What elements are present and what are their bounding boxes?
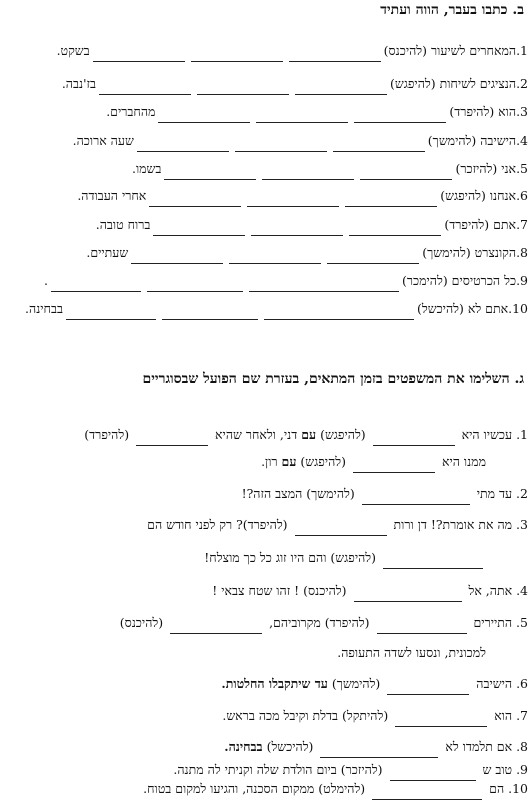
b-item-number: 3. bbox=[516, 104, 528, 119]
answer-blank[interactable] bbox=[395, 714, 487, 727]
b-item-row bbox=[4, 298, 528, 320]
answer-blank[interactable] bbox=[147, 279, 243, 292]
b-item-tail: בבחינה. bbox=[25, 301, 63, 316]
c-text: (להיפרד) bbox=[84, 427, 130, 442]
b-item-row bbox=[4, 73, 528, 95]
c-text: 7. הוא bbox=[494, 708, 528, 723]
section-b-title: ב. כתבו בעבר, הווה ועתיד bbox=[380, 2, 524, 18]
answer-blank[interactable] bbox=[295, 82, 387, 95]
answer-blank[interactable] bbox=[387, 682, 469, 695]
b-item-verb: אתם לא (להיכשל) bbox=[417, 301, 509, 316]
c-text: 4. אתה, אל bbox=[468, 583, 528, 598]
b-item-tail: שעתיים. bbox=[86, 245, 129, 260]
b-item-tail: שעה ארוכה. bbox=[72, 133, 134, 148]
answer-blank[interactable] bbox=[162, 307, 258, 320]
answer-blank[interactable] bbox=[158, 110, 250, 123]
c-text-bold: עם bbox=[301, 427, 317, 442]
answer-blank[interactable] bbox=[235, 139, 327, 152]
answer-blank[interactable] bbox=[136, 433, 208, 446]
c-text: (להיכשל) bbox=[266, 739, 314, 754]
answer-blank[interactable] bbox=[373, 433, 455, 446]
b-item-verb: כל הכרטיסים (להימכר) bbox=[401, 273, 517, 288]
answer-blank[interactable] bbox=[251, 223, 343, 236]
c-line-6 bbox=[4, 673, 528, 695]
b-item-tail: אחרי העבודה. bbox=[77, 188, 147, 203]
answer-blank[interactable] bbox=[99, 82, 191, 95]
c-text: דני, ולאחר שהיא bbox=[215, 427, 298, 442]
b-item-verb: אני (להיזכר) bbox=[455, 161, 517, 176]
c-text: (להיכנס) bbox=[119, 615, 164, 630]
c-line-2 bbox=[4, 483, 528, 505]
c-line-1 bbox=[4, 424, 528, 446]
answer-blank[interactable] bbox=[149, 194, 241, 207]
c-line-10 bbox=[4, 778, 528, 800]
b-item-verb: הוא (להיפרד) bbox=[449, 104, 517, 119]
c-text: 8. אם תלמדו לא bbox=[445, 739, 528, 754]
answer-blank[interactable] bbox=[349, 223, 441, 236]
c-text-bold: עד שיתקבלו החלטות. bbox=[221, 676, 328, 691]
b-item-row bbox=[4, 158, 528, 180]
c-text: 6. הישיבה bbox=[476, 676, 528, 691]
c-text: (להיזכר) ביום הולדת שלה וקניתי לה מתנה. bbox=[173, 762, 383, 777]
c-text: (להימלט) ממקום הסכנה, והגיעו למקום בטוח. bbox=[143, 781, 366, 796]
answer-blank[interactable] bbox=[360, 167, 452, 180]
c-text: ממנו היא bbox=[441, 454, 486, 469]
b-item-tail: ברוח טובה. bbox=[95, 217, 151, 232]
b-item-verb: הקונצרט (להימשך) bbox=[422, 245, 517, 260]
b-item-row bbox=[4, 214, 528, 236]
answer-blank[interactable] bbox=[295, 523, 387, 536]
c-line-4 bbox=[4, 580, 528, 602]
c-text: (להימשך) המצב הזה?! bbox=[241, 486, 355, 501]
b-item-tail: בז'נבה. bbox=[61, 76, 97, 91]
c-line-7 bbox=[4, 705, 528, 727]
c-text: (להיפרד)? רק לפני חודש הם bbox=[147, 517, 288, 532]
c-text-bold: עם bbox=[281, 454, 297, 469]
answer-blank[interactable] bbox=[191, 49, 283, 62]
answer-blank[interactable] bbox=[131, 251, 223, 264]
c-text: 10. הם bbox=[489, 781, 528, 796]
answer-blank[interactable] bbox=[137, 139, 229, 152]
b-item-tail: בשקט. bbox=[56, 43, 90, 58]
section-c-title: ג. השלימו את המשפטים בזמן המתאים, בעזרת שם הפועל שבסוגריים bbox=[142, 371, 524, 387]
c-text: 3. מה את אומרת?! דן ורות bbox=[393, 517, 528, 532]
c-text: (להיפגש) והם היו זוג כל כך מוצלח! bbox=[204, 550, 377, 565]
b-item-number: 7. bbox=[516, 217, 528, 232]
b-item-number: 6. bbox=[516, 188, 528, 203]
b-item-number: 10. bbox=[508, 301, 528, 316]
b-item-number: 1. bbox=[516, 43, 528, 58]
answer-blank[interactable] bbox=[289, 49, 381, 62]
c-text: (להיכנס) ! זהו שטח צבאי ! bbox=[212, 583, 347, 598]
c-text: למכונית, ונסעו לשדה התעופה. bbox=[337, 645, 486, 660]
c-text: (להיפרד) מקרוביהם, bbox=[269, 615, 370, 630]
answer-blank[interactable] bbox=[51, 279, 141, 292]
answer-blank[interactable] bbox=[333, 139, 425, 152]
b-item-verb: הישיבה (להימשך) bbox=[427, 133, 517, 148]
c-text: (להיתקל) בדלת וקיבל מכה בראש. bbox=[222, 708, 389, 723]
answer-blank[interactable] bbox=[354, 110, 446, 123]
answer-blank[interactable] bbox=[320, 745, 438, 758]
b-item-number: 9. bbox=[516, 273, 528, 288]
b-item-verb: המאחרים לשיעור (להיכנס) bbox=[383, 43, 517, 58]
c-line-3b bbox=[0, 547, 528, 569]
b-item-verb: הנציגים לשיחות (להיפגש) bbox=[390, 76, 517, 91]
c-text-bold: בבחינה. bbox=[224, 739, 263, 754]
b-item-row bbox=[4, 130, 528, 152]
b-item-verb: אתם (להיפרד) bbox=[444, 217, 517, 232]
b-item-number: 5. bbox=[516, 161, 528, 176]
b-item-row bbox=[4, 40, 528, 62]
b-item-row bbox=[4, 101, 528, 123]
answer-blank[interactable] bbox=[93, 49, 185, 62]
c-text: רון. bbox=[261, 454, 278, 469]
b-item-row bbox=[4, 270, 528, 292]
c-line-3 bbox=[4, 514, 528, 536]
b-item-tail: בשמו. bbox=[131, 161, 162, 176]
c-text: 9. טוב ש bbox=[482, 762, 528, 777]
b-item-verb: אנחנו (להיפגש) bbox=[440, 188, 517, 203]
answer-blank[interactable] bbox=[377, 621, 467, 634]
answer-blank[interactable] bbox=[153, 223, 245, 236]
answer-blank[interactable] bbox=[249, 279, 399, 292]
b-item-row bbox=[4, 185, 528, 207]
b-item-number: 4. bbox=[516, 133, 528, 148]
answer-blank[interactable] bbox=[345, 194, 437, 207]
answer-blank[interactable] bbox=[327, 251, 419, 264]
answer-blank[interactable] bbox=[164, 167, 256, 180]
answer-blank[interactable] bbox=[229, 251, 321, 264]
c-line-8 bbox=[4, 736, 528, 758]
answer-blank[interactable] bbox=[383, 556, 483, 569]
b-item-tail: מהחברים. bbox=[106, 104, 156, 119]
c-text: (להיפגש) bbox=[320, 427, 366, 442]
c-text: (להיפגש) bbox=[300, 454, 346, 469]
c-text: 2. עד מתי bbox=[476, 486, 528, 501]
answer-blank[interactable] bbox=[256, 110, 348, 123]
answer-blank[interactable] bbox=[353, 460, 435, 473]
answer-blank[interactable] bbox=[262, 167, 354, 180]
answer-blank[interactable] bbox=[197, 82, 289, 95]
c-line-1b bbox=[0, 451, 528, 473]
b-item-tail: . bbox=[43, 273, 48, 288]
answer-blank[interactable] bbox=[264, 307, 414, 320]
answer-blank[interactable] bbox=[247, 194, 339, 207]
answer-blank[interactable] bbox=[170, 621, 262, 634]
answer-blank[interactable] bbox=[362, 492, 470, 505]
c-text: 5. התיירים bbox=[473, 615, 528, 630]
b-item-number: 2. bbox=[516, 76, 528, 91]
c-line-5b bbox=[0, 642, 528, 664]
answer-blank[interactable] bbox=[372, 787, 482, 800]
b-item-number: 8. bbox=[516, 245, 528, 260]
b-item-row bbox=[4, 242, 528, 264]
answer-blank[interactable] bbox=[66, 307, 156, 320]
c-line-5 bbox=[4, 612, 528, 634]
c-text: (להימשך) bbox=[331, 676, 381, 691]
c-text: 1. עכשיו היא bbox=[461, 427, 528, 442]
answer-blank[interactable] bbox=[354, 589, 462, 602]
